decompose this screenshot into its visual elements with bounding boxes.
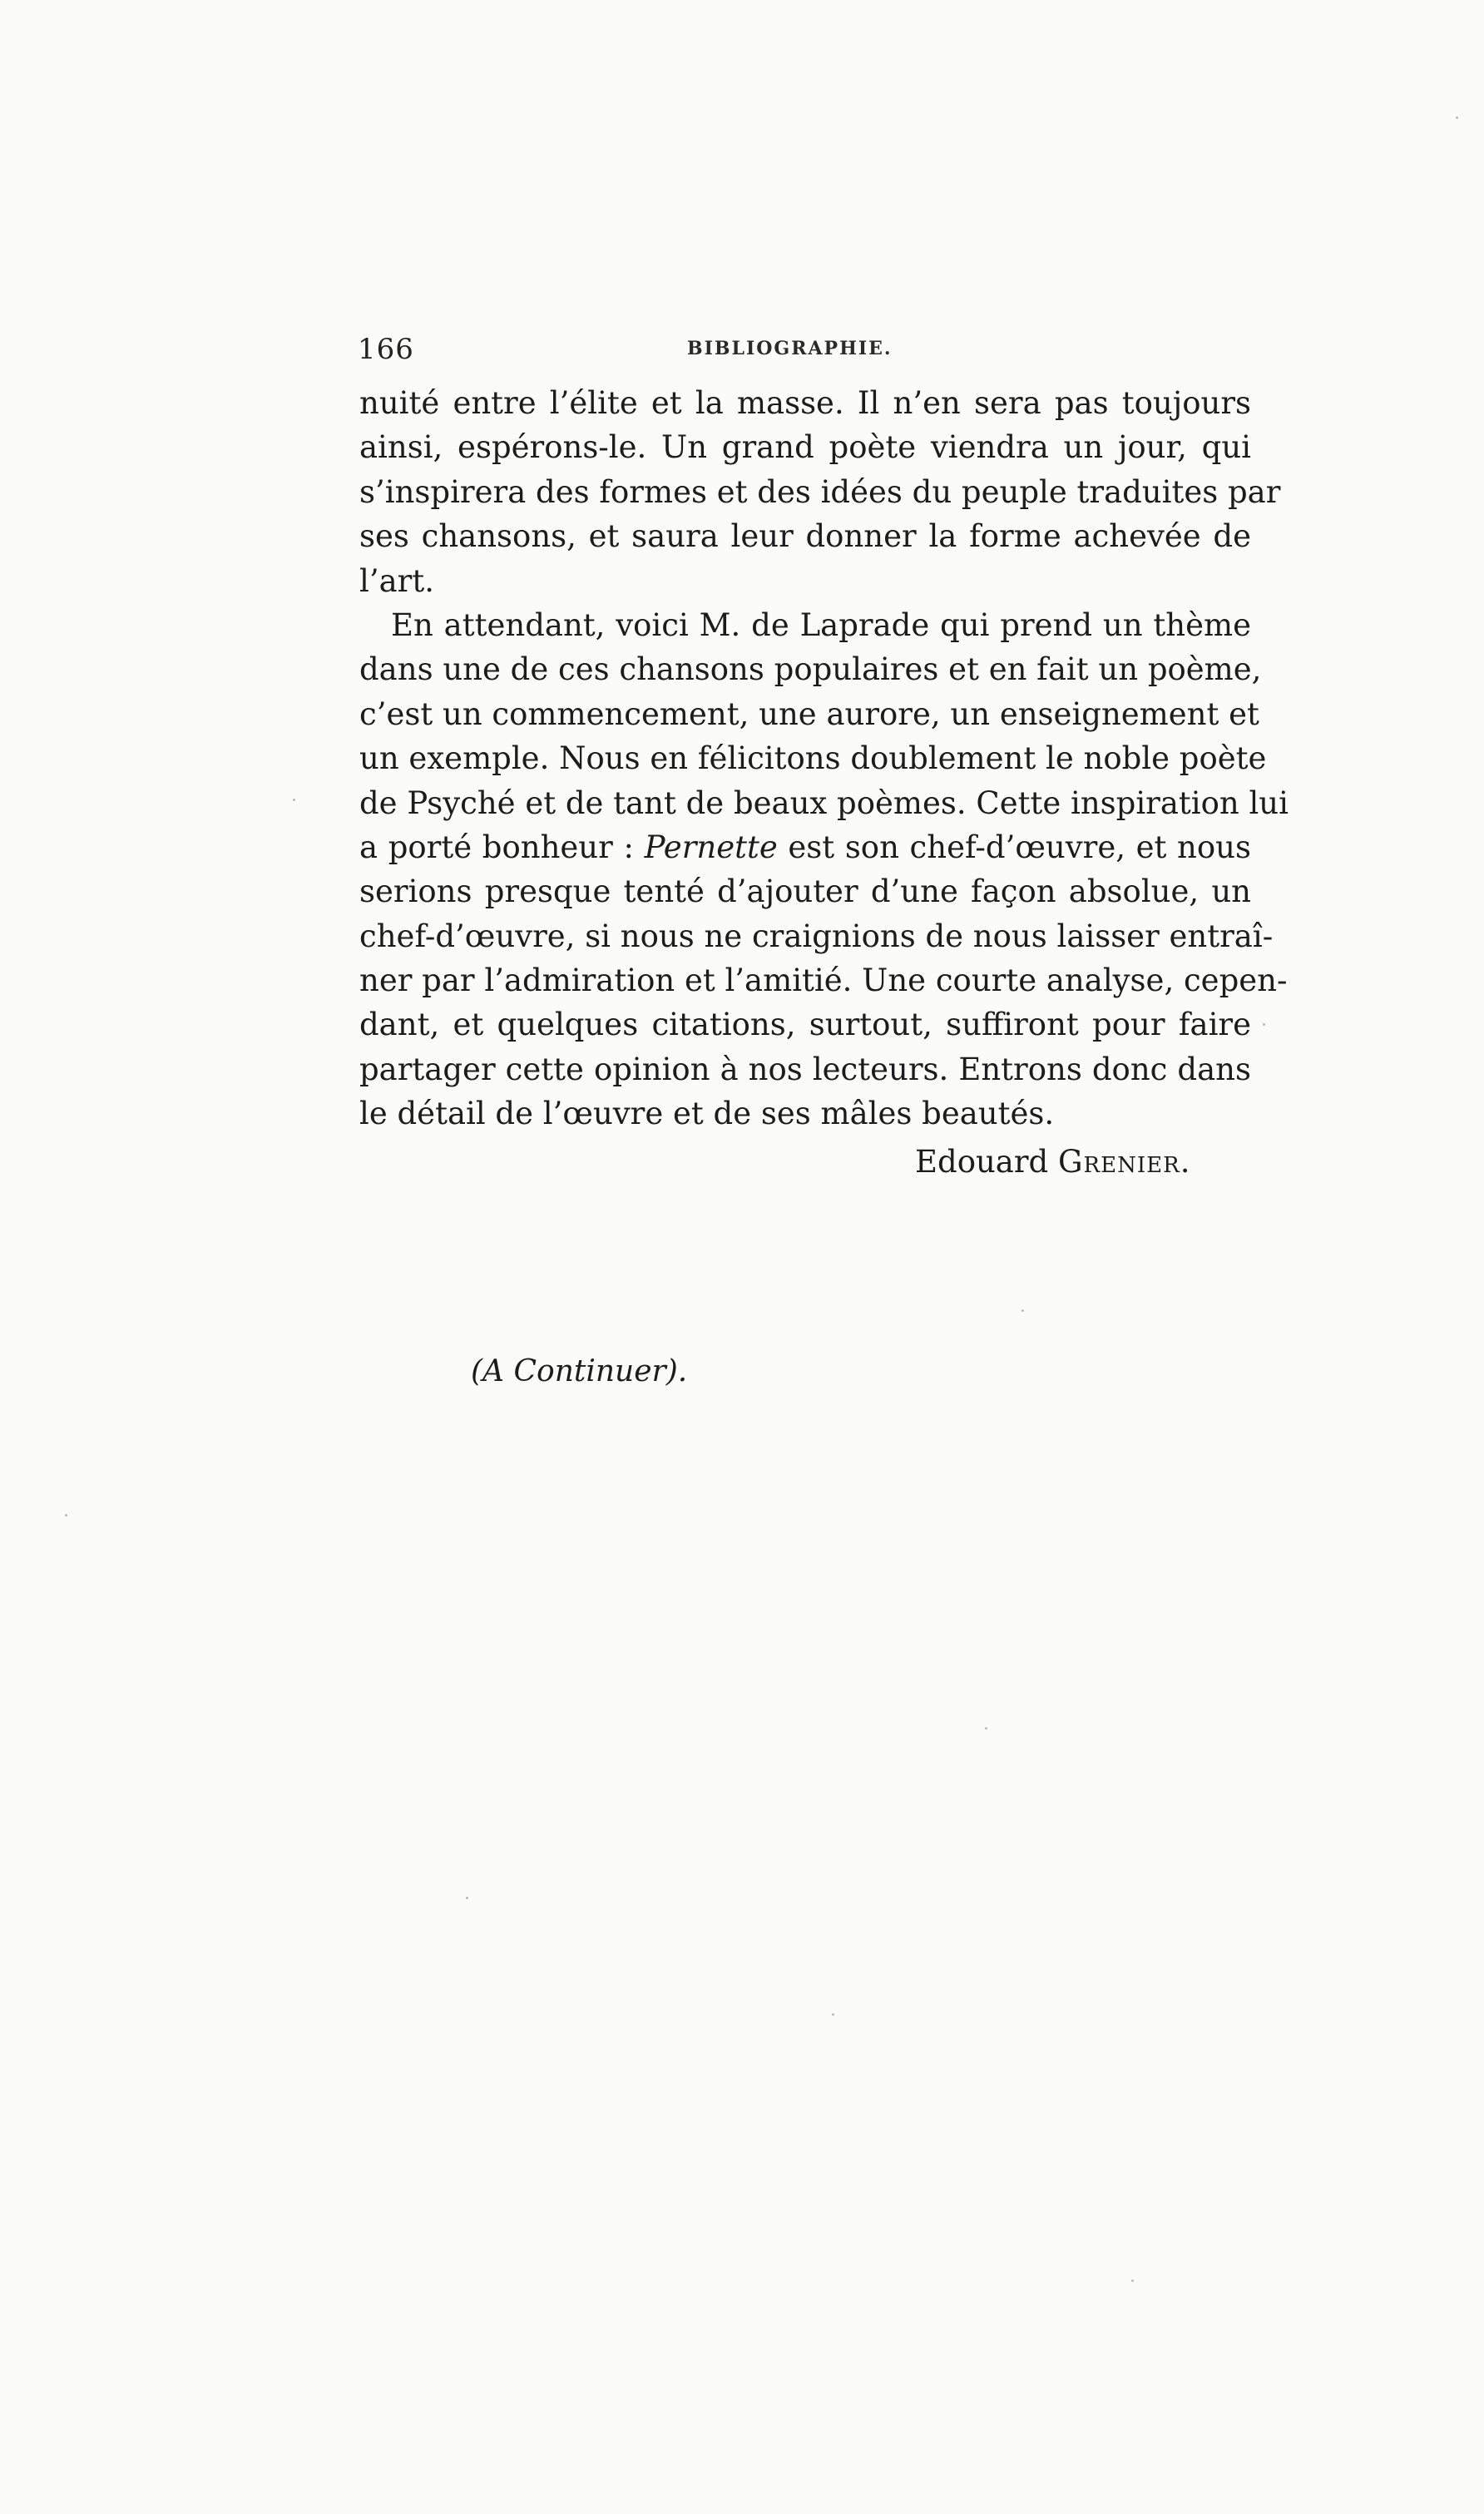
paper-speck [1263,1023,1265,1026]
running-head: BIBLIOGRAPHIE. [687,338,893,359]
text-line: serions presque tenté d’ajouter d’une façon absolue, un [359,873,1251,910]
text-line: dant, et quelques citations, surtout, suffiront pour faire [359,1007,1251,1043]
work-title-pernette: Pernette [644,829,778,865]
text-line: le détail de l’œuvre et de ses mâles beautés. [359,1096,1055,1132]
text-line: ses chansons, et saura leur donner la forme achevée de [359,518,1251,555]
line-end: est son chef-d’œuvre, et nous [777,829,1251,865]
continuation-note: (A Continuer). [471,1354,688,1388]
paper-speck [293,799,295,801]
author-last-name: Grenier. [1058,1144,1191,1180]
text-line: c’est un commencement, une aurore, un enseignement et [359,695,1259,732]
text-line: de Psyché et de tant de beaux poèmes. Cette inspiration lui [359,784,1289,821]
page-number: 166 [358,333,414,366]
text-line-with-title [359,825,1251,869]
text-line: s’inspirera des formes et des idées du peuple traduites par [359,473,1281,510]
paper-speck [466,1897,468,1899]
line-start: a porté bonheur : [359,829,645,865]
text-line: nuité entre l’élite et la masse. Il n’en sera pas toujours [359,385,1251,421]
body-text [359,381,1289,1136]
author-first-name: Edouard [915,1144,1049,1180]
paper-speck [1456,116,1458,119]
text-line: l’art. [359,562,434,599]
text-line: ainsi, espérons-le. Un grand poète viendra un jour, qui [359,429,1251,466]
page-header [358,333,1256,383]
paper-speck [1131,2279,1134,2282]
text-line: chef-d’œuvre, si nous ne craignions de nous laisser entraî- [359,918,1274,954]
text-line: un exemple. Nous en félicitons doublement le noble poète [359,740,1267,777]
text-line: dans une de ces chansons populaires et en fait un poème, [359,651,1262,688]
text-line: ner par l’admiration et l’amitié. Une courte analyse, cepen- [359,963,1288,999]
paper-speck [1021,1309,1024,1312]
paper-speck [65,1514,67,1517]
author-signature [915,1144,1190,1180]
text-line: partager cette opinion à nos lecteurs. Entrons donc dans [359,1051,1251,1087]
text-line: En attendant, voici M. de Laprade qui prend un thème [391,606,1251,643]
paper-speck [832,2013,834,2016]
paper-speck [985,1727,987,1730]
